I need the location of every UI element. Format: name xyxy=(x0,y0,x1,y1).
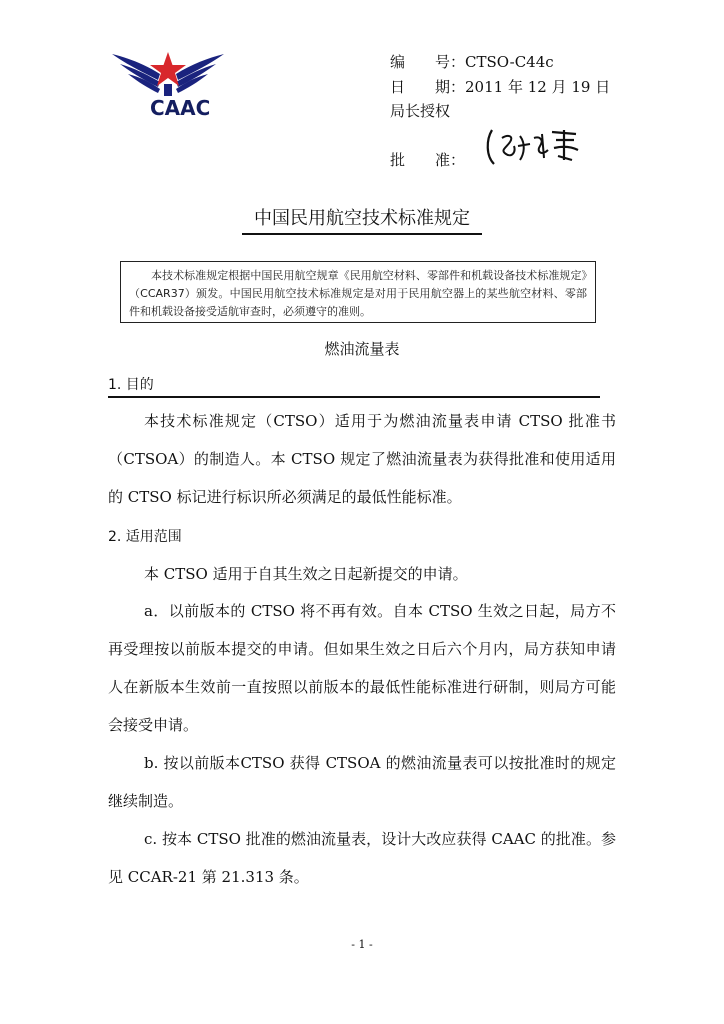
approve-label: 批 准： xyxy=(390,151,466,169)
document-subtitle: 燃油流量表 xyxy=(324,340,400,358)
doc-date-value: 2011 年 12 月 19 日 xyxy=(465,78,611,96)
page-number: - 1 - xyxy=(351,938,373,951)
section-1-heading: 1. 目的 xyxy=(108,377,154,393)
title-underline xyxy=(242,233,482,235)
regulation-notice-box: 本技术标准规定根据中国民用航空规章《民用航空材料、零部件和机载设备技术标准规定》（CCAR37）颁发。中国民用航空技术标准规定是对用于民用航空器上的某些航空材料、零部件和机载设备接受适航审查时，必须遵守的准则。 xyxy=(120,261,596,323)
section-2-heading: 2. 适用范围 xyxy=(108,529,182,545)
section-1-paragraph: 本技术标准规定（CTSO）适用于为燃油流量表申请 CTSO 批准书（CTSOA）的制造人。本 CTSO 规定了燃油流量表为获得批准和使用适用的 CTSO 标记进行标识所必须满足的最低性能标准。 xyxy=(108,412,616,506)
signature xyxy=(480,124,590,170)
doc-date-label: 日 期： xyxy=(390,78,466,96)
doc-number xyxy=(390,52,554,72)
handwritten-signature xyxy=(480,124,590,170)
caac-logo-text: CAAC xyxy=(150,96,211,120)
page-title: 中国民用航空技术标准规定 xyxy=(254,208,470,229)
section-2-item-a: a．以前版本的 CTSO 将不再有效。自本 CTSO 生效之日起，局方不再受理按以前版本提交的申请。但如果生效之日后六个月内，局方获知申请人在新版本生效前一直按照以前版本的最低性能标准进行研制，则局方可能会接受申请。 xyxy=(108,602,616,734)
section-2-item-b: b. 按以前版本CTSO 获得 CTSOA 的燃油流量表可以按批准时的规定继续制造。 xyxy=(108,754,616,810)
doc-date xyxy=(390,77,610,97)
doc-number-value: CTSO-C44c xyxy=(465,53,554,71)
wings-star-emblem xyxy=(108,44,228,100)
doc-number-label: 编 号： xyxy=(390,53,466,71)
section-2-item-c: c. 按本 CTSO 批准的燃油流量表，设计大改应获得 CAAC 的批准。参见 CCAR-21 第 21.313 条。 xyxy=(108,830,616,886)
section-1-rule xyxy=(108,396,600,398)
section-2-paragraph: 本 CTSO 适用于自其生效之日起新提交的申请。 xyxy=(144,565,468,583)
authorization: 局长授权 xyxy=(390,102,451,120)
